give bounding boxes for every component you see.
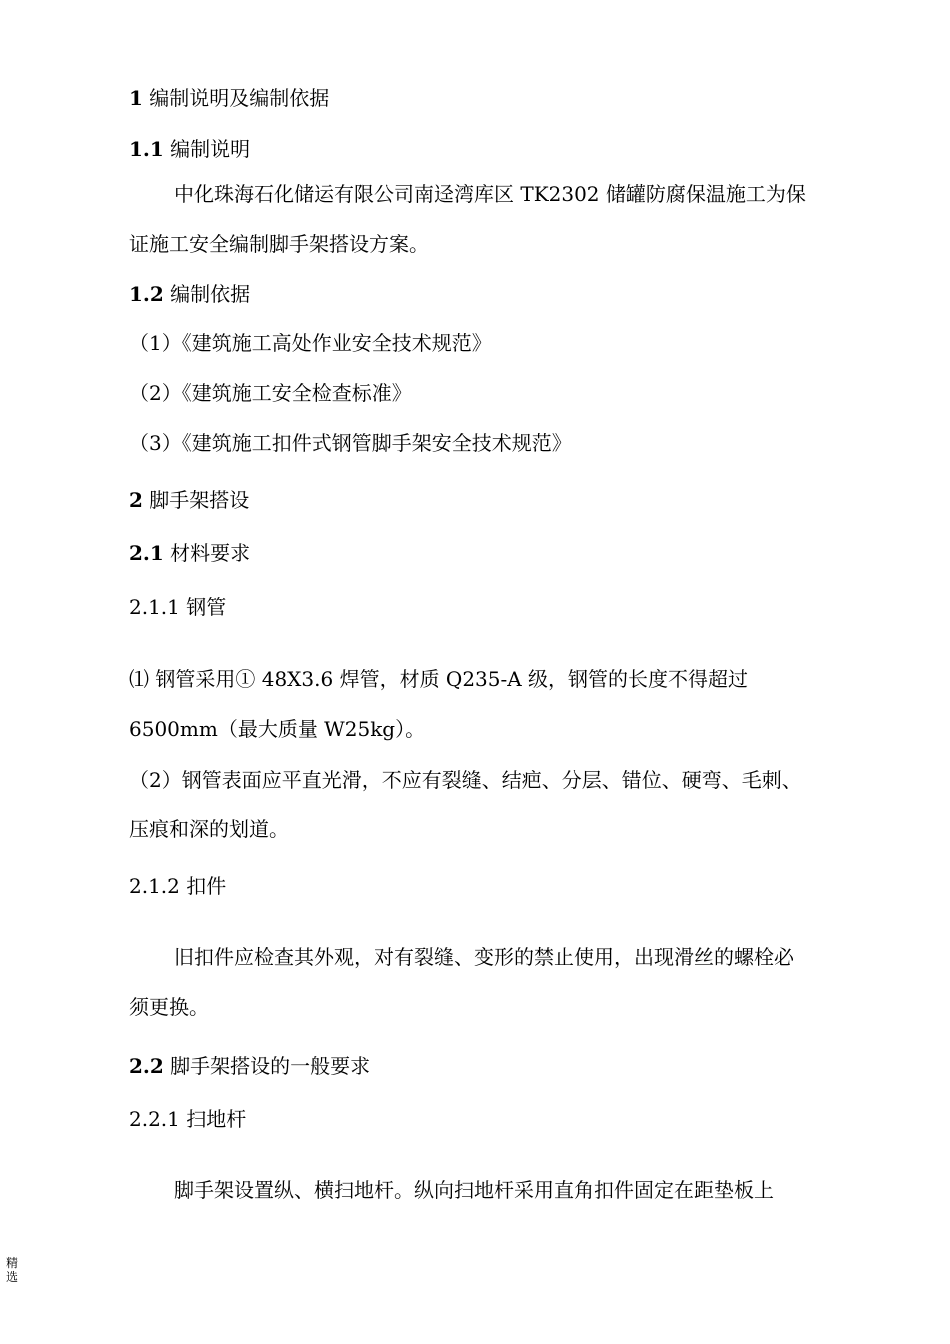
item-2-line-1: （2）钢管表面应平直光滑，不应有裂缝、结疤、分层、错位、硬弯、毛刺、 bbox=[129, 768, 802, 792]
heading-2-2-1: 2.2.1 扫地杆 bbox=[129, 1107, 247, 1131]
paragraph-2-line-2: 须更换。 bbox=[129, 995, 209, 1019]
heading-1-1-text: 编制说明 bbox=[170, 137, 251, 161]
heading-1-2-number: 1.2 bbox=[129, 282, 164, 306]
heading-2-1-number: 2.1 bbox=[129, 541, 164, 565]
heading-2-text: 脚手架搭设 bbox=[149, 488, 250, 512]
heading-2-1-1: 2.1.1 钢管 bbox=[129, 595, 227, 619]
paragraph-2-line-1: 旧扣件应检查其外观，对有裂缝、变形的禁止使用，出现滑丝的螺栓必 bbox=[174, 945, 794, 969]
heading-2-1-text: 材料要求 bbox=[170, 541, 251, 565]
paragraph-1-line-1: 中化珠海石化储运有限公司南迳湾库区 TK2302 储罐防腐保温施工为保 bbox=[174, 182, 806, 206]
paragraph-3-line-1: 脚手架设置纵、横扫地杆。纵向扫地杆采用直角扣件固定在距垫板上 bbox=[174, 1178, 774, 1202]
reference-2: （2）《建筑施工安全检查标准》 bbox=[129, 381, 412, 405]
item-1-line-2: 6500mm（最大质量 W25kg）。 bbox=[129, 717, 426, 741]
heading-2 bbox=[129, 486, 249, 514]
heading-2-1 bbox=[129, 539, 250, 567]
heading-1-text: 编制说明及编制依据 bbox=[149, 86, 330, 110]
paragraph-1-line-2: 证施工安全编制脚手架搭设方案。 bbox=[129, 232, 429, 256]
heading-2-2 bbox=[129, 1052, 370, 1080]
heading-1-number: 1 bbox=[129, 86, 143, 110]
heading-2-2-number: 2.2 bbox=[129, 1054, 164, 1078]
item-2-line-2: 压痕和深的划道。 bbox=[129, 817, 289, 841]
heading-1-1-number: 1.1 bbox=[129, 137, 164, 161]
footer-mark: 精选 bbox=[6, 1256, 19, 1284]
heading-2-1-2: 2.1.2 扣件 bbox=[129, 874, 227, 898]
heading-1-2-text: 编制依据 bbox=[170, 282, 251, 306]
heading-1 bbox=[129, 84, 329, 112]
reference-1: （1）《建筑施工高处作业安全技术规范》 bbox=[129, 331, 492, 355]
heading-1-1 bbox=[129, 135, 250, 163]
item-1-line-1: ⑴ 钢管采用① 48X3.6 焊管，材质 Q235-A 级，钢管的长度不得超过 bbox=[129, 667, 749, 691]
reference-3: （3）《建筑施工扣件式钢管脚手架安全技术规范》 bbox=[129, 431, 572, 455]
heading-1-2 bbox=[129, 280, 250, 308]
heading-2-2-text: 脚手架搭设的一般要求 bbox=[170, 1054, 371, 1078]
heading-2-number: 2 bbox=[129, 488, 143, 512]
